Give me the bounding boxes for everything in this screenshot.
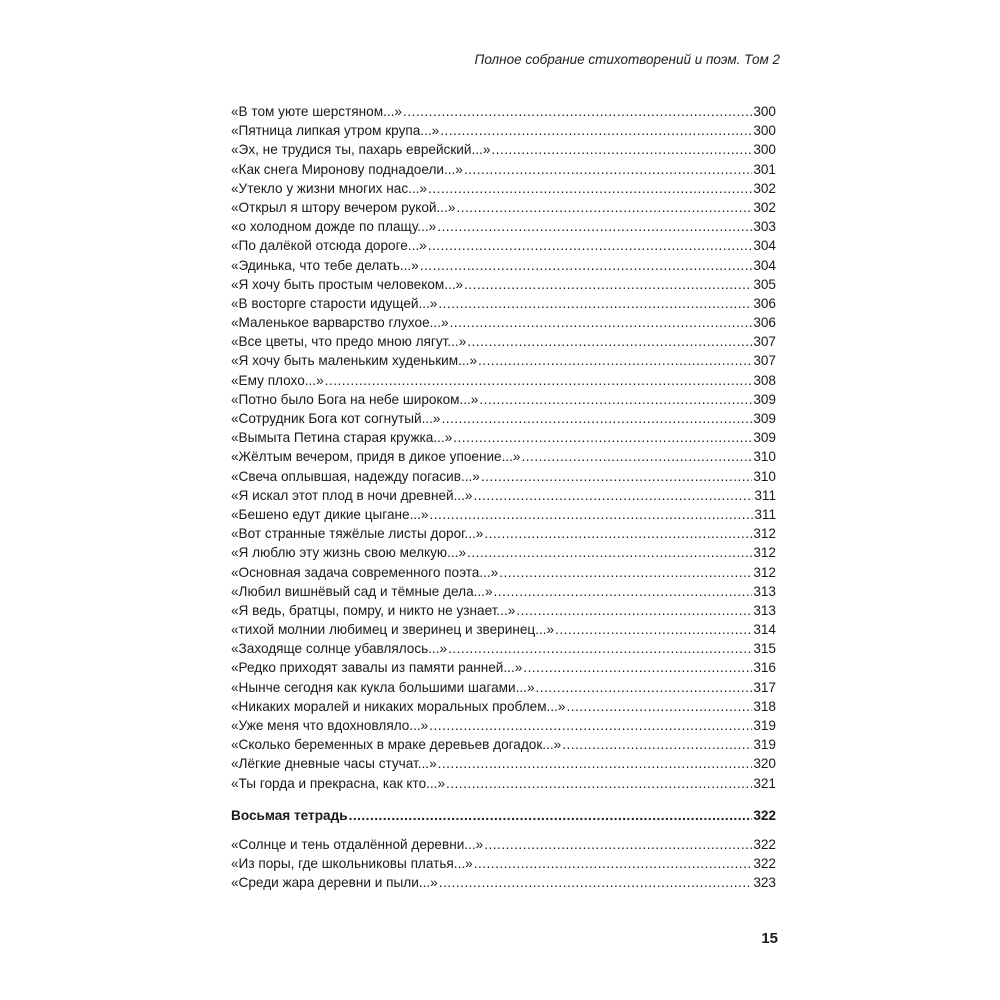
dot-leader bbox=[484, 524, 752, 543]
toc-entry bbox=[231, 678, 776, 697]
toc-entries-before bbox=[231, 102, 776, 793]
toc-entry-page: 303 bbox=[753, 219, 776, 235]
dot-leader bbox=[474, 486, 754, 505]
dot-leader bbox=[441, 409, 752, 428]
dot-leader bbox=[491, 140, 752, 159]
toc-entry-page: 319 bbox=[753, 718, 776, 733]
toc-entry-page: 306 bbox=[753, 315, 776, 331]
toc-entry bbox=[231, 409, 776, 428]
toc-entry bbox=[231, 543, 776, 562]
dot-leader bbox=[467, 332, 752, 351]
toc-entry-page: 319 bbox=[753, 737, 776, 753]
table-of-contents bbox=[231, 102, 776, 892]
dot-leader bbox=[478, 351, 752, 370]
toc-entry-title: «Вот странные тяжёлые листы дорог...» bbox=[231, 526, 484, 542]
dot-leader bbox=[566, 697, 752, 716]
toc-entry bbox=[231, 754, 776, 773]
toc-entry-title: «Жёлтым вечером, придя в дикое упоение...» bbox=[231, 449, 521, 465]
toc-entry bbox=[231, 658, 776, 677]
section-title: Восьмая тетрадь bbox=[231, 807, 348, 823]
toc-entry-title: «Бешено едут дикие цыгане...» bbox=[231, 506, 429, 522]
toc-entry bbox=[231, 639, 776, 658]
toc-entry-title: «Маленькое варварство глухое...» bbox=[231, 315, 449, 331]
dot-leader bbox=[438, 294, 752, 313]
toc-entry-title: «Ему плохо...» bbox=[231, 372, 324, 388]
toc-entry-title: «В том уюте шерстяном...» bbox=[231, 104, 402, 119]
toc-entry-page: 300 bbox=[753, 123, 776, 139]
toc-entry-title: «Нынче сегодня как кукла большими шагами...» bbox=[231, 679, 535, 695]
dot-leader bbox=[439, 873, 753, 892]
dot-leader bbox=[479, 390, 752, 409]
toc-entry-page: 309 bbox=[753, 430, 776, 446]
toc-entries-after bbox=[231, 835, 776, 893]
toc-entry-title: «Сколько беременных в мраке деревьев догадок...» bbox=[231, 737, 562, 753]
toc-entry bbox=[231, 467, 776, 486]
toc-entry-title: «Вымыта Петина старая кружка...» bbox=[231, 430, 453, 446]
toc-entry-page: 309 bbox=[753, 411, 776, 426]
toc-entry-page: 323 bbox=[753, 875, 776, 891]
toc-entry-title: «Основная задача современного поэта...» bbox=[231, 564, 499, 580]
dot-leader bbox=[429, 716, 752, 735]
toc-entry-title: «Пятница липкая утром крупа...» bbox=[231, 123, 440, 139]
toc-entry-title: «Потно было Бога на небе широком...» bbox=[231, 391, 479, 407]
toc-entry bbox=[231, 854, 776, 873]
dot-leader bbox=[464, 275, 752, 294]
section-page: 322 bbox=[753, 807, 776, 823]
toc-entry-title: «Ты горда и прекрасна, как кто...» bbox=[231, 775, 446, 791]
toc-entry-page: 320 bbox=[753, 756, 776, 772]
toc-entry bbox=[231, 140, 776, 159]
toc-entry-page: 312 bbox=[753, 545, 776, 561]
toc-entry-title: «Я искал этот плод в ночи древней...» bbox=[231, 487, 473, 503]
toc-entry-page: 313 bbox=[753, 602, 776, 618]
toc-entry-title: «Все цветы, что предо мною лягут...» bbox=[231, 334, 467, 350]
toc-entry-title: «В восторге старости идущей...» bbox=[231, 295, 438, 311]
toc-entry-title: «Любил вишнёвый сад и тёмные дела...» bbox=[231, 583, 493, 599]
toc-entry-page: 312 bbox=[753, 526, 776, 542]
dot-leader bbox=[403, 102, 752, 121]
toc-entry-title: «Сотрудник Бога кот согнутый...» bbox=[231, 411, 441, 426]
dot-leader bbox=[438, 754, 753, 773]
toc-entry bbox=[231, 313, 776, 332]
toc-entry bbox=[231, 447, 776, 466]
toc-entry bbox=[231, 563, 776, 582]
toc-entry-title: «Я хочу быть простым человеком...» bbox=[231, 276, 464, 292]
toc-entry-title: «Среди жара деревни и пыли...» bbox=[231, 875, 438, 891]
toc-entry bbox=[231, 371, 776, 390]
dot-leader bbox=[440, 121, 752, 140]
dot-leader bbox=[448, 639, 752, 658]
dot-leader bbox=[428, 179, 752, 198]
page-number: 15 bbox=[761, 930, 778, 947]
toc-entry-page: 314 bbox=[753, 622, 776, 638]
toc-entry bbox=[231, 351, 776, 370]
toc-entry bbox=[231, 505, 776, 524]
toc-entry-page: 313 bbox=[753, 583, 776, 599]
toc-entry-page: 317 bbox=[753, 679, 776, 695]
dot-leader bbox=[516, 601, 752, 620]
toc-entry-title: «Я люблю эту жизнь свою мелкую...» bbox=[231, 545, 467, 561]
running-header: Полное собрание стихотворений и поэм. Том 2 bbox=[474, 52, 780, 67]
dot-leader bbox=[453, 428, 752, 447]
toc-entry-title: «Никаких моралей и никаких моральных проблем...» bbox=[231, 698, 566, 714]
toc-entry bbox=[231, 716, 776, 735]
dot-leader bbox=[450, 313, 753, 332]
dot-leader bbox=[349, 805, 753, 827]
toc-entry-page: 322 bbox=[753, 855, 776, 871]
toc-entry-title: «Эдинька, что тебе делать...» bbox=[231, 257, 419, 273]
toc-entry-page: 309 bbox=[753, 391, 776, 407]
toc-entry bbox=[231, 735, 776, 754]
dot-leader bbox=[428, 236, 753, 255]
toc-entry-page: 310 bbox=[753, 449, 776, 465]
toc-entry bbox=[231, 582, 776, 601]
toc-entry bbox=[231, 873, 776, 892]
toc-entry-title: «тихой молнии любимец и зверинец и зверинец...» bbox=[231, 622, 555, 638]
toc-entry-title: «Редко приходят завалы из памяти ранней...» bbox=[231, 660, 523, 676]
toc-entry-page: 307 bbox=[753, 334, 776, 350]
toc-entry-page: 321 bbox=[753, 775, 776, 791]
toc-entry-page: 304 bbox=[753, 238, 776, 254]
toc-entry-page: 300 bbox=[753, 142, 776, 158]
toc-entry-page: 312 bbox=[753, 564, 776, 580]
toc-entry bbox=[231, 620, 776, 639]
toc-entry-title: «Заходяще солнце убавлялось...» bbox=[231, 641, 448, 657]
toc-entry-page: 304 bbox=[753, 257, 776, 273]
toc-section-heading bbox=[231, 805, 776, 827]
toc-entry bbox=[231, 102, 776, 121]
toc-entry-title: «Из поры, где школьниковы платья...» bbox=[231, 855, 473, 871]
toc-entry bbox=[231, 774, 776, 793]
toc-entry-page: 311 bbox=[754, 506, 776, 522]
dot-leader bbox=[325, 371, 753, 390]
dot-leader bbox=[555, 620, 752, 639]
dot-leader bbox=[484, 835, 752, 854]
toc-entry-page: 302 bbox=[753, 199, 776, 215]
toc-entry bbox=[231, 275, 776, 294]
toc-entry bbox=[231, 835, 776, 854]
toc-entry-title: «о холодном дожде по плащу...» bbox=[231, 219, 437, 235]
toc-entry-page: 315 bbox=[753, 641, 776, 657]
toc-entry-title: «Свеча оплывшая, надежду погасив...» bbox=[231, 468, 480, 484]
toc-entry-page: 322 bbox=[753, 836, 776, 852]
toc-entry-title: «Солнце и тень отдалённой деревни...» bbox=[231, 836, 484, 852]
toc-entry-page: 300 bbox=[753, 104, 776, 119]
dot-leader bbox=[474, 854, 753, 873]
dot-leader bbox=[429, 505, 753, 524]
dot-leader bbox=[562, 735, 752, 754]
toc-entry-title: «Лёгкие дневные часы стучат...» bbox=[231, 756, 437, 772]
dot-leader bbox=[522, 447, 753, 466]
toc-entry bbox=[231, 198, 776, 217]
toc-entry-title: «Открыл я штору вечером рукой...» bbox=[231, 199, 456, 215]
dot-leader bbox=[464, 160, 752, 179]
toc-entry bbox=[231, 121, 776, 140]
toc-entry-page: 308 bbox=[753, 372, 776, 388]
toc-entry bbox=[231, 428, 776, 447]
toc-entry-page: 306 bbox=[753, 295, 776, 311]
toc-entry-title: «Уже меня что вдохновляло...» bbox=[231, 718, 429, 733]
toc-entry-page: 310 bbox=[753, 468, 776, 484]
dot-leader bbox=[437, 217, 752, 236]
dot-leader bbox=[523, 658, 752, 677]
toc-entry bbox=[231, 236, 776, 255]
toc-entry bbox=[231, 524, 776, 543]
toc-entry bbox=[231, 294, 776, 313]
toc-entry bbox=[231, 160, 776, 179]
toc-entry-page: 301 bbox=[753, 161, 776, 177]
toc-entry bbox=[231, 256, 776, 275]
dot-leader bbox=[494, 582, 753, 601]
dot-leader bbox=[420, 256, 753, 275]
toc-entry bbox=[231, 601, 776, 620]
toc-entry-page: 305 bbox=[753, 276, 776, 292]
toc-entry-title: «По далёкой отсюда дороге...» bbox=[231, 238, 427, 254]
toc-entry-page: 302 bbox=[753, 180, 776, 196]
dot-leader bbox=[499, 563, 752, 582]
dot-leader bbox=[446, 774, 752, 793]
toc-entry-page: 318 bbox=[753, 698, 776, 714]
toc-entry bbox=[231, 179, 776, 198]
toc-entry bbox=[231, 486, 776, 505]
toc-entry bbox=[231, 217, 776, 236]
toc-entry-title: «Эх, не трудися ты, пахарь еврейский...» bbox=[231, 142, 491, 158]
toc-entry-title: «Я хочу быть маленьким худеньким...» bbox=[231, 353, 478, 369]
toc-entry-page: 307 bbox=[753, 353, 776, 369]
dot-leader bbox=[536, 678, 753, 697]
dot-leader bbox=[481, 467, 752, 486]
dot-leader bbox=[467, 543, 752, 562]
toc-entry-title: «Я ведь, братцы, помру, и никто не узнает...» bbox=[231, 602, 516, 618]
toc-entry bbox=[231, 697, 776, 716]
toc-entry bbox=[231, 332, 776, 351]
toc-entry-page: 316 bbox=[753, 660, 776, 676]
toc-entry-title: «Утекло у жизни многих нас...» bbox=[231, 180, 428, 196]
toc-entry-title: «Как снега Миронову поднадоели...» bbox=[231, 161, 463, 177]
dot-leader bbox=[456, 198, 752, 217]
toc-entry bbox=[231, 390, 776, 409]
toc-entry-page: 311 bbox=[754, 487, 776, 503]
